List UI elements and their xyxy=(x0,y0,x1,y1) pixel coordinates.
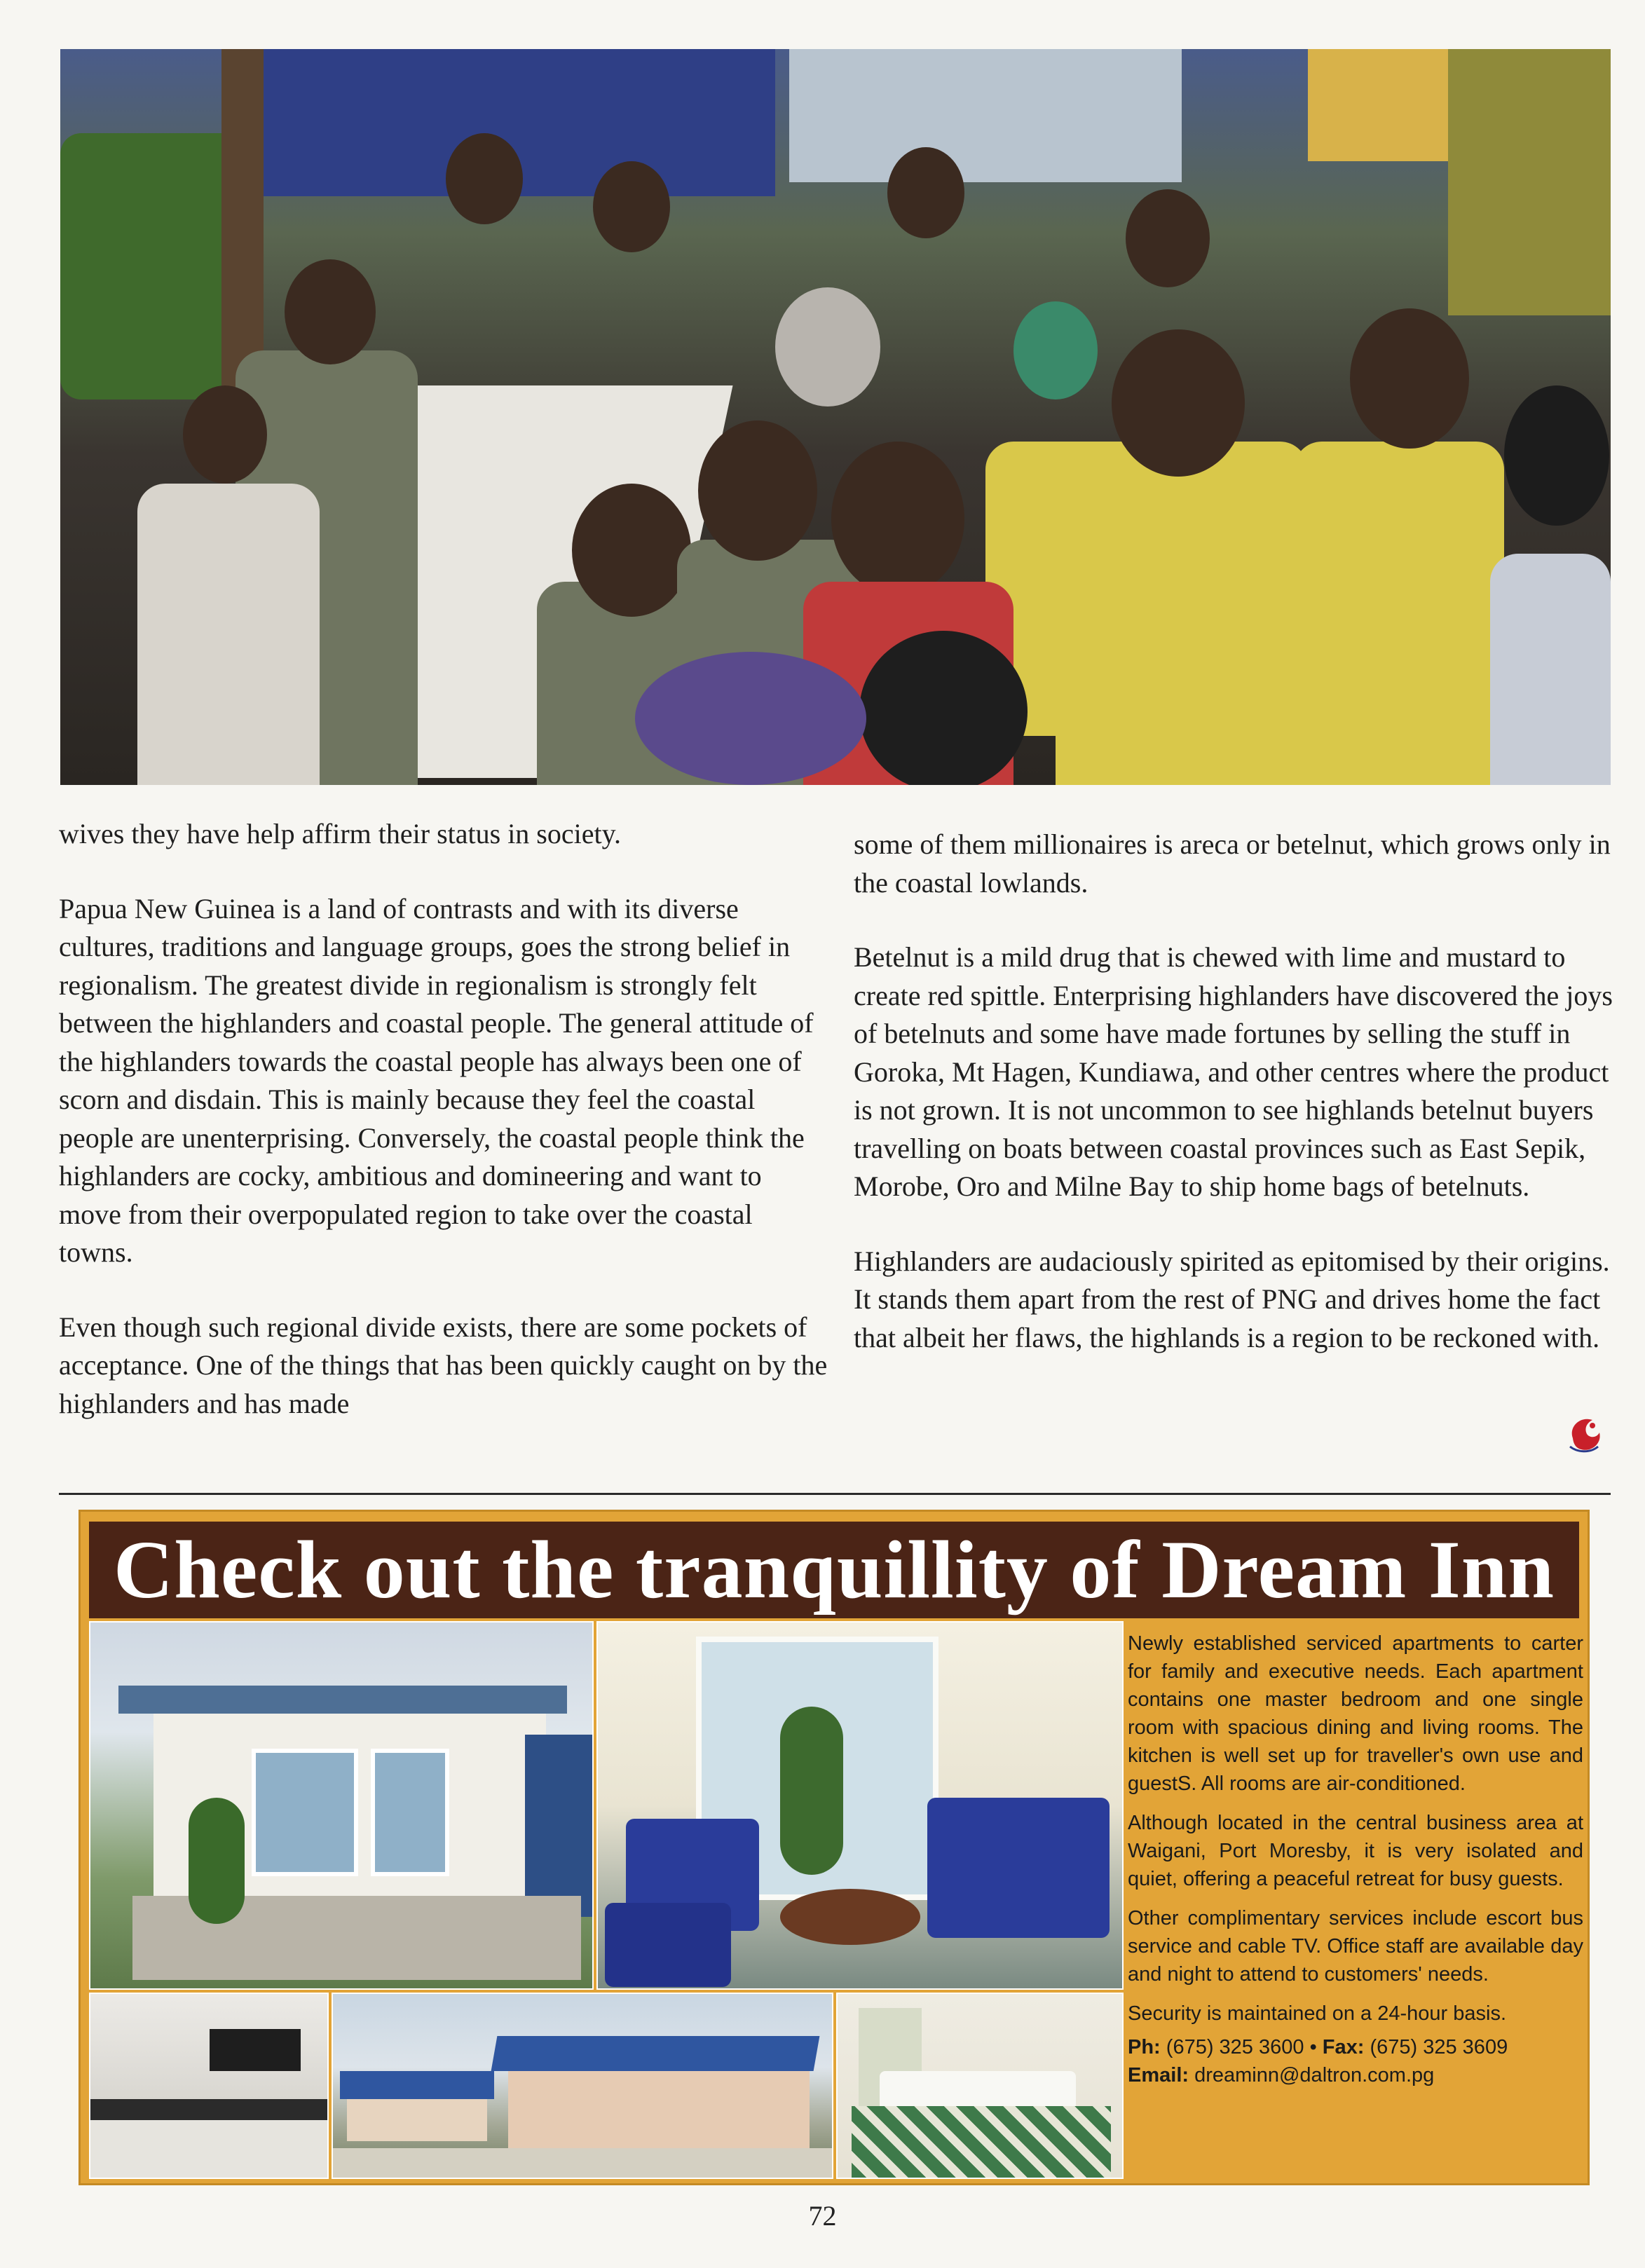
dream-inn-advertisement xyxy=(79,1510,1590,2185)
article-paragraph: Papua New Guinea is a land of contrasts and with its diverse cultures, traditions and language groups, goes the strong belief in regionalism. The greatest divide in regionalism is strongly felt between the highlanders and coastal people. The general attitude of the highlanders towards the coastal people has always been one of scorn and disdain. This is mainly because they feel the coastal people are unenterprising. Conversely, the coastal people think the highlanders are cocky, ambitious and domineering and want to move from their overpopulated region to take over the coastal towns. xyxy=(59,892,814,1268)
article-paragraph: some of them millionaires is areca or betelnut, which grows only in the coastal lowlands. xyxy=(854,828,1611,899)
ad-description xyxy=(1128,1630,1583,2089)
section-divider xyxy=(59,1493,1611,1495)
living-room-photo xyxy=(596,1621,1124,1990)
bird-of-paradise-end-mark-icon xyxy=(1566,1410,1605,1455)
ad-paragraph: Security is maintained on a 24-hour basis. xyxy=(1128,2002,1507,2025)
apartment-buildings-photo xyxy=(332,1993,833,2179)
ad-title: Check out the tranquillity of Dream Inn xyxy=(113,1524,1555,1615)
article-left-column xyxy=(59,815,830,1459)
ad-phone-fax-line xyxy=(1128,2033,1583,2061)
ad-email-line xyxy=(1128,2061,1583,2089)
ad-paragraph: Newly established serviced apartments to carter for family and executive needs. Each apartment contains one master bedroom and one single room with spacious dining and living rooms. The kitchen is well set up for traveller's own use and guestS. All rooms are air-conditioned. xyxy=(1128,1632,1583,1795)
bedroom-photo xyxy=(836,1993,1124,2179)
email-address[interactable]: dreaminn@daltron.com.pg xyxy=(1194,2064,1435,2086)
fax-label: Fax: xyxy=(1322,2036,1365,2058)
fax-number: (675) 325 3609 xyxy=(1370,2036,1508,2058)
market-crowd-photo xyxy=(60,49,1611,785)
contact-separator: • xyxy=(1309,2036,1317,2058)
ad-paragraph: Other complimentary services include escort bus service and cable TV. Office staff are available day and night to attend to customers' needs. xyxy=(1128,1907,1583,1986)
page-number: 72 xyxy=(808,2200,837,2232)
article-paragraph: wives they have help affirm their status in society. xyxy=(59,818,622,849)
phone-number: (675) 325 3600 xyxy=(1166,2036,1304,2058)
article-paragraph: Highlanders are audaciously spirited as epitomised by their origins. It stands them apart from the rest of PNG and drives home the fact that albeit her flaws, the highlands is a region to be reckoned with. xyxy=(854,1245,1610,1353)
article-paragraph: Betelnut is a mild drug that is chewed with lime and mustard to create red spittle. Enterprising highlanders have discovered the joys of betelnuts and some have made fortunes by selling the stuff in Goroka, Mt Hagen, Kundiawa, and other centres where the product is not grown. It is not uncommon to see highlands betelnut buyers travelling on boats between coastal provinces such as East Sepik, Morobe, Oro and Milne Bay to ship home bags of betelnuts. xyxy=(854,941,1613,1202)
ad-banner xyxy=(89,1522,1579,1618)
apartment-exterior-photo xyxy=(89,1621,594,1990)
ad-paragraph: Although located in the central business area at Waigani, Port Moresby, it is very isolated and quiet, offering a peaceful retreat for busy guests. xyxy=(1128,1812,1583,1890)
email-label: Email: xyxy=(1128,2064,1189,2086)
article-paragraph: Even though such regional divide exists, there are some pockets of acceptance. One of the things that has been quickly caught on by the highlanders and has made xyxy=(59,1311,828,1419)
article-right-column xyxy=(854,826,1619,1393)
kitchen-photo xyxy=(89,1993,329,2179)
ad-contact-details xyxy=(1128,2033,1583,2089)
phone-label: Ph: xyxy=(1128,2036,1161,2058)
